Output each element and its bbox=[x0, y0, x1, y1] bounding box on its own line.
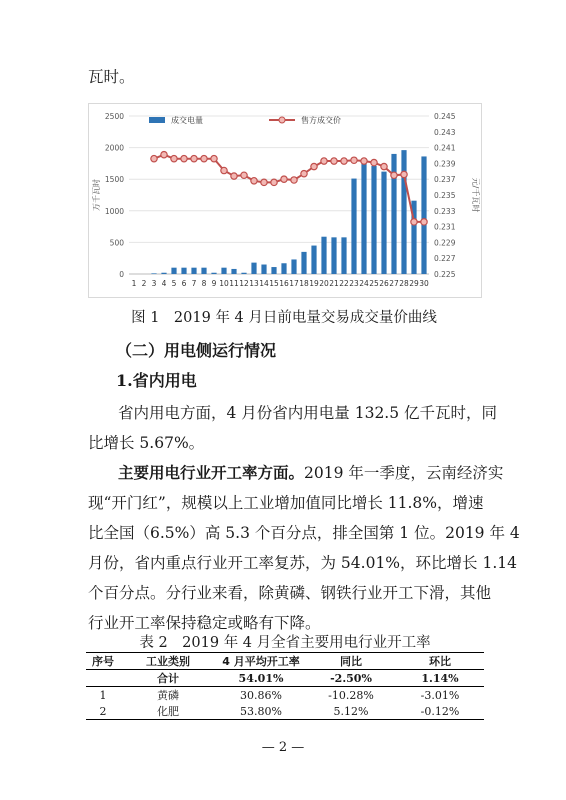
price-point bbox=[401, 171, 407, 177]
cell: 化肥 bbox=[157, 705, 179, 718]
right-tick-label: 0.245 bbox=[434, 112, 456, 121]
bar bbox=[211, 273, 216, 274]
right-tick-label: 0.227 bbox=[434, 254, 456, 264]
cell: 2 bbox=[99, 704, 107, 718]
right-tick-label: 0.235 bbox=[434, 191, 456, 200]
price-point bbox=[321, 158, 327, 164]
cell: 54.01% bbox=[238, 671, 284, 685]
x-tick-label: 17 bbox=[289, 279, 299, 288]
bar bbox=[181, 268, 186, 274]
price-point bbox=[251, 178, 257, 184]
bar bbox=[331, 237, 336, 274]
bar bbox=[401, 150, 406, 274]
right-tick-label: 0.243 bbox=[434, 127, 456, 137]
price-point bbox=[261, 179, 267, 185]
table-row bbox=[86, 703, 484, 720]
price-point bbox=[191, 155, 197, 161]
x-tick-label: 30 bbox=[419, 279, 429, 288]
x-tick-label: 7 bbox=[191, 279, 197, 288]
bar bbox=[231, 269, 236, 274]
x-tick-label: 9 bbox=[211, 279, 217, 288]
cell: 30.86% bbox=[240, 688, 282, 702]
x-tick-label: 18 bbox=[299, 279, 309, 288]
cell: 1.14% bbox=[421, 671, 459, 685]
page-number: — 2 — bbox=[261, 740, 305, 755]
right-tick-label: 0.229 bbox=[434, 238, 456, 248]
header-category: 工业类别 bbox=[146, 655, 190, 668]
price-point bbox=[151, 155, 157, 161]
x-tick-label: 29 bbox=[409, 279, 419, 288]
price-point bbox=[171, 155, 177, 161]
para2-line6: 行业开工率保持稳定或略有下降。 bbox=[88, 614, 321, 632]
left-tick-label: 2000 bbox=[104, 143, 124, 153]
x-tick-label: 14 bbox=[259, 279, 269, 288]
bar bbox=[351, 179, 356, 274]
cell: 53.80% bbox=[240, 704, 282, 718]
x-tick-label: 4 bbox=[161, 279, 167, 288]
bar bbox=[191, 268, 196, 274]
bar bbox=[341, 237, 346, 274]
cell: 合计 bbox=[157, 672, 179, 685]
bar bbox=[321, 237, 326, 274]
para1-line2: 比增长 5.67%。 bbox=[88, 434, 205, 452]
legend-line-label: 售方成交价 bbox=[301, 116, 341, 125]
right-tick-label: 0.237 bbox=[434, 175, 456, 185]
para2-bold-lead: 主要用电行业开工率方面。 bbox=[118, 463, 305, 482]
header-yoy: 同比 bbox=[340, 655, 362, 668]
price-point bbox=[411, 219, 417, 225]
price-point bbox=[311, 163, 317, 169]
bar bbox=[311, 246, 316, 274]
bar bbox=[171, 268, 176, 274]
bar bbox=[161, 273, 166, 274]
price-point bbox=[421, 219, 427, 225]
bar bbox=[251, 263, 256, 274]
x-tick-label: 26 bbox=[379, 279, 389, 288]
price-point bbox=[161, 152, 167, 158]
x-tick-label: 12 bbox=[239, 279, 249, 288]
left-tick-label: 1500 bbox=[104, 175, 124, 185]
price-point bbox=[281, 176, 287, 182]
cell: 5.12% bbox=[333, 704, 369, 718]
table-row-total bbox=[86, 670, 484, 687]
para2-line2: 现“开门红”，规模以上工业增加值同比增长 11.8%，增速 bbox=[88, 494, 484, 512]
price-point bbox=[221, 167, 227, 173]
x-tick-label: 15 bbox=[269, 279, 279, 288]
figure-caption: 图 1 2019 年 4 月日前电量交易成交量价曲线 bbox=[131, 310, 437, 326]
table-row bbox=[86, 687, 484, 704]
bar bbox=[301, 252, 306, 274]
price-point bbox=[241, 172, 247, 178]
bar bbox=[371, 166, 376, 274]
bar bbox=[291, 259, 296, 274]
legend-bar-label: 成交电量 bbox=[171, 116, 203, 125]
x-tick-label: 2 bbox=[141, 279, 147, 288]
para2-line4: 月份，省内重点行业开工率复苏，为 54.01%，环比增长 1.14 bbox=[88, 554, 517, 572]
right-tick-label: 0.225 bbox=[434, 270, 456, 279]
price-point bbox=[341, 158, 347, 164]
x-tick-label: 16 bbox=[279, 279, 289, 288]
cell: -10.28% bbox=[328, 688, 374, 702]
price-point bbox=[361, 158, 367, 164]
top-text: 瓦时。 bbox=[88, 68, 135, 86]
price-point bbox=[181, 155, 187, 161]
x-tick-label: 20 bbox=[319, 279, 329, 288]
x-tick-label: 25 bbox=[369, 279, 379, 288]
bar bbox=[421, 156, 426, 274]
price-point bbox=[201, 155, 207, 161]
cell: 黄磷 bbox=[157, 689, 179, 702]
price-point bbox=[231, 173, 237, 179]
sub-heading: 1.省内用电 bbox=[116, 371, 197, 390]
right-tick-label: 0.233 bbox=[434, 206, 456, 216]
trade-chart bbox=[88, 103, 482, 298]
cell: -3.01% bbox=[420, 688, 460, 702]
section-heading: （二）用电侧运行情况 bbox=[116, 341, 277, 360]
x-tick-label: 28 bbox=[399, 279, 409, 288]
price-point bbox=[351, 157, 357, 163]
price-point bbox=[271, 179, 277, 185]
bar bbox=[271, 267, 276, 274]
bar bbox=[381, 172, 386, 274]
right-axis-title: 元/千瓦时 bbox=[471, 177, 480, 213]
bar bbox=[281, 263, 286, 274]
x-tick-label: 1 bbox=[131, 279, 137, 288]
x-tick-label: 13 bbox=[249, 279, 259, 288]
left-tick-label: 1000 bbox=[104, 206, 124, 216]
left-axis-title: 万千瓦时 bbox=[92, 179, 101, 211]
industry-table bbox=[86, 652, 484, 720]
x-tick-label: 19 bbox=[309, 279, 319, 288]
para2-line1 bbox=[118, 458, 503, 488]
bar bbox=[221, 268, 226, 274]
x-tick-label: 23 bbox=[349, 279, 359, 288]
x-tick-label: 27 bbox=[389, 279, 399, 288]
para2-first-rest: 2019 年一季度，云南经济实 bbox=[304, 464, 504, 482]
header-avg-rate: 4 月平均开工率 bbox=[222, 655, 300, 668]
x-tick-label: 11 bbox=[229, 279, 239, 288]
table-header-row bbox=[86, 653, 484, 670]
legend-bar-swatch bbox=[149, 117, 165, 123]
left-tick-label: 0 bbox=[119, 270, 124, 279]
x-tick-label: 21 bbox=[329, 279, 339, 288]
x-tick-label: 10 bbox=[219, 279, 229, 288]
price-point bbox=[291, 177, 297, 183]
x-tick-label: 22 bbox=[339, 279, 349, 288]
price-point bbox=[331, 158, 337, 164]
x-tick-label: 24 bbox=[359, 279, 369, 288]
header-index: 序号 bbox=[92, 655, 114, 668]
bar bbox=[361, 164, 366, 274]
para2-line3: 比全国（6.5%）高 5.3 个百分点，排全国第 1 位。2019 年 4 bbox=[88, 524, 520, 542]
price-point bbox=[211, 155, 217, 161]
x-tick-label: 8 bbox=[201, 279, 207, 288]
price-point bbox=[381, 163, 387, 169]
bar bbox=[261, 265, 266, 274]
table-caption: 表 2 2019 年 4 月全省主要用电行业开工率 bbox=[139, 635, 431, 651]
legend-line-marker bbox=[279, 117, 285, 123]
price-point bbox=[371, 159, 377, 165]
bar bbox=[241, 273, 246, 274]
x-tick-label: 5 bbox=[171, 279, 177, 288]
x-tick-label: 3 bbox=[151, 279, 157, 288]
x-tick-label: 6 bbox=[181, 279, 187, 288]
header-mom: 环比 bbox=[429, 655, 451, 668]
cell: 1 bbox=[99, 688, 107, 702]
bar bbox=[151, 273, 156, 274]
cell: -0.12% bbox=[420, 704, 460, 718]
bar bbox=[201, 268, 206, 274]
cell: -2.50% bbox=[330, 671, 372, 685]
price-point bbox=[301, 170, 307, 176]
para1-line1: 省内用电方面，4 月份省内用电量 132.5 亿千瓦时，同 bbox=[118, 404, 498, 422]
price-point bbox=[391, 172, 397, 178]
para2-line5: 个百分点。分行业来看，除黄磷、钢铁行业开工下滑，其他 bbox=[88, 584, 492, 602]
right-tick-label: 0.239 bbox=[434, 159, 456, 169]
chart-svg bbox=[89, 104, 481, 297]
left-tick-label: 500 bbox=[109, 238, 124, 248]
left-tick-label: 2500 bbox=[104, 112, 124, 121]
right-tick-label: 0.231 bbox=[434, 222, 456, 232]
right-tick-label: 0.241 bbox=[434, 143, 456, 153]
cell bbox=[86, 670, 120, 687]
